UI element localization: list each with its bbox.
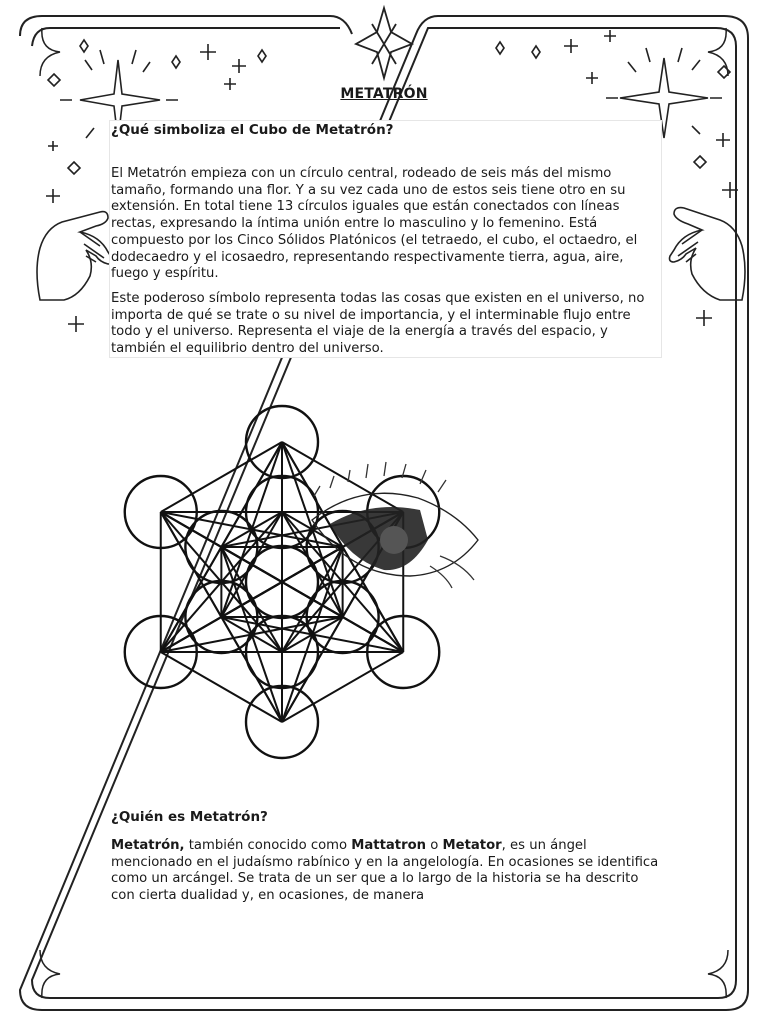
cube-line [161,652,282,722]
cube-line [161,442,282,512]
paragraph: Este poderoso símbolo representa todas las cosas que existen en el universo, no importa de qué se trate o su nivel de importancia, y el interminable flujo entre todo y el universo. Representa el viaje de la energía a través del espacio, y también el equilibrio dentro del universo. [111,291,645,357]
metatrons-cube-illustration [104,394,484,774]
section-heading: ¿Qué simboliza el Cubo de Metatrón? [111,122,394,138]
star-icon [356,8,412,78]
text-span: , es un ángel mencionado en el judaísmo rabínico y en la angelología. En ocasiones se identifica como un arcángel. Se trata de un ser que a lo largo de la historia se ha descrito con cierta dualidad y, en ocasiones, de manera [111,838,659,904]
bold-name: Metatrón, [111,838,185,853]
open-hand-icon [37,212,113,300]
open-hand-icon [670,208,746,300]
text-span: también conocido como [184,838,352,853]
cube-line [282,652,403,722]
paragraph: El Metatrón empieza con un círculo central, rodeado de seis más del mismo tamaño, formando una flor. Y a su vez cada uno de estos seis tiene otro en su extensión. En total tiene 13 círculos iguales que están conectados con líneas rectas, expresando la íntima unión entre lo masculino y lo femenino. Está compuesto por los Cinco Sólidos Platónicos (el tetraedo, el cubo, el octaedro, el dodecaedro y el icosaedro, representando respectivamente tierra, agua, aire, fuego y espíritu. [111,166,638,282]
bold-name: Mattatron [351,838,427,853]
paragraph [111,838,659,905]
page-title: METATRÓN [340,86,428,102]
section-heading: ¿Quién es Metatrón? [111,809,268,825]
text-span: o [426,838,443,853]
bold-name: Metator [442,838,502,853]
eye-icon [312,462,478,588]
